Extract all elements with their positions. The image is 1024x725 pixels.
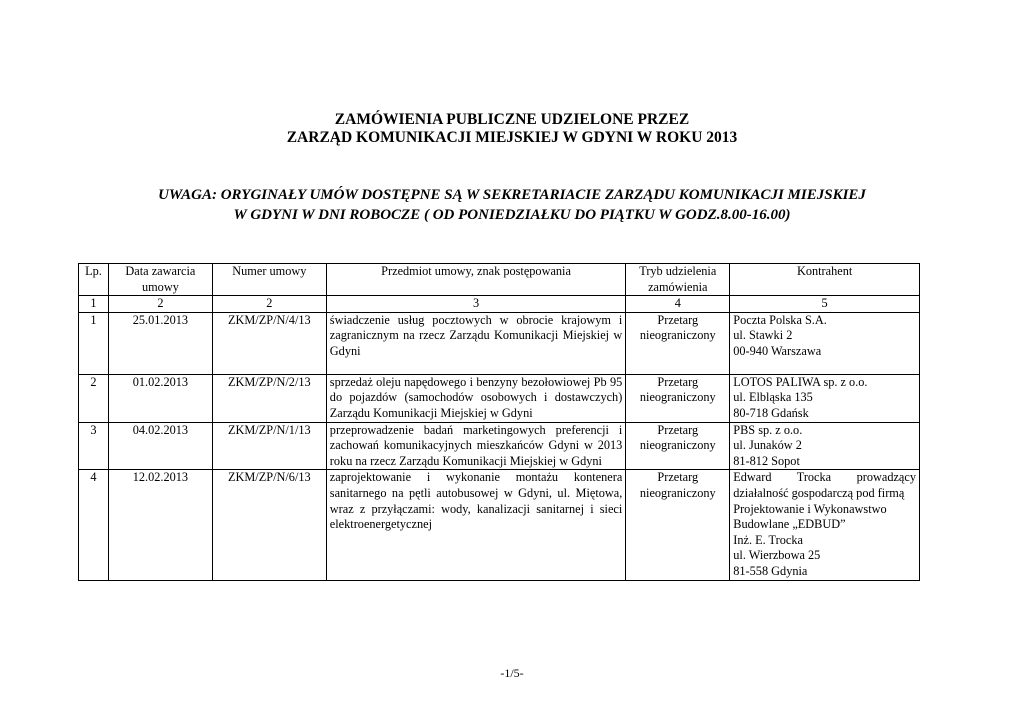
column-number: 4 bbox=[626, 296, 730, 313]
notice-line-2: W GDYNI W DNI ROBOCZE ( OD PONIEDZIAŁKU DO PIĄTKU W GODZ.8.00-16.00) bbox=[233, 207, 791, 223]
cell-date: 04.02.2013 bbox=[108, 422, 212, 470]
contractor-line: ul. Junaków 2 bbox=[733, 438, 802, 453]
contractor-line: ul. Wierzbowa 25 bbox=[733, 548, 821, 563]
contractor-line: Budowlane „EDBUD” bbox=[733, 517, 846, 532]
table-row bbox=[79, 312, 920, 374]
contractor-line: Projektowanie i Wykonawstwo bbox=[733, 501, 887, 516]
column-number: 2 bbox=[212, 296, 326, 313]
cell-number: ZKM/ZP/N/1/13 bbox=[212, 422, 326, 470]
cell-contractor bbox=[730, 470, 920, 580]
cell-subject: świadczenie usług pocztowych w obrocie krajowym i zagranicznym na rzecz Zarządu Komunikacji Miejskiej w Gdyni bbox=[326, 312, 626, 374]
cell-subject: sprzedaż oleju napędowego i benzyny bezołowiowej Pb 95 do pojazdów (samochodów osobowych i dostawczych) Zarządu Komunikacji Miejskiej w Gdyni bbox=[326, 374, 626, 422]
column-header-number: Numer umowy bbox=[212, 264, 326, 296]
column-header-contractor: Kontrahent bbox=[730, 264, 920, 296]
contractor-line: 81-558 Gdynia bbox=[733, 563, 808, 578]
column-number: 5 bbox=[730, 296, 920, 313]
table-row bbox=[79, 374, 920, 422]
cell-mode: Przetarg nieograniczony bbox=[626, 470, 730, 580]
cell-number: ZKM/ZP/N/2/13 bbox=[212, 374, 326, 422]
cell-mode: Przetarg nieograniczony bbox=[626, 374, 730, 422]
column-number: 3 bbox=[326, 296, 626, 313]
contractor-line: 81-812 Sopot bbox=[733, 453, 800, 468]
contracts-table bbox=[78, 263, 920, 581]
cell-number: ZKM/ZP/N/4/13 bbox=[212, 312, 326, 374]
table-header-row bbox=[79, 264, 920, 296]
contractor-line: 80-718 Gdańsk bbox=[733, 405, 809, 420]
table-row bbox=[79, 470, 920, 580]
cell-date: 12.02.2013 bbox=[108, 470, 212, 580]
cell-contractor bbox=[730, 422, 920, 470]
cell-contractor bbox=[730, 312, 920, 374]
cell-date: 25.01.2013 bbox=[108, 312, 212, 374]
page-number: -1/5- bbox=[500, 666, 524, 680]
cell-mode: Przetarg nieograniczony bbox=[626, 422, 730, 470]
title-line-1: ZAMÓWIENIA PUBLICZNE UDZIELONE PRZEZ bbox=[334, 111, 690, 128]
contractor-line: 00-940 Warszawa bbox=[733, 343, 822, 358]
contractor-line: Inż. E. Trocka bbox=[733, 532, 803, 547]
contractor-line: ul. Stawki 2 bbox=[733, 328, 793, 343]
cell-lp: 2 bbox=[79, 374, 109, 422]
contractor-line: PBS sp. z o.o. bbox=[733, 422, 803, 437]
column-header-lp: Lp. bbox=[79, 264, 109, 296]
cell-subject: przeprowadzenie badań marketingowych preferencji i zachowań komunikacyjnych mieszkańców Gdyni w 2013 roku na rzecz Zarządu Komunikacji Miejskiej w Gdyni bbox=[326, 422, 626, 470]
cell-date: 01.02.2013 bbox=[108, 374, 212, 422]
contractor-intro: Edward Trocka prowadzący działalność gospodarczą pod firmą bbox=[733, 470, 916, 500]
column-header-date: Data zawarcia umowy bbox=[108, 264, 212, 296]
notice-line-1: UWAGA: ORYGINAŁY UMÓW DOSTĘPNE SĄ W SEKRETARIACIE ZARZĄDU KOMUNIKACJI MIEJSKIEJ bbox=[158, 187, 866, 203]
column-number: 2 bbox=[108, 296, 212, 313]
contractor-line: LOTOS PALIWA sp. z o.o. bbox=[733, 374, 868, 389]
column-header-mode: Tryb udzielenia zamówienia bbox=[626, 264, 730, 296]
column-header-subject: Przedmiot umowy, znak postępowania bbox=[326, 264, 626, 296]
cell-number: ZKM/ZP/N/6/13 bbox=[212, 470, 326, 580]
cell-mode: Przetarg nieograniczony bbox=[626, 312, 730, 374]
cell-lp: 4 bbox=[79, 470, 109, 580]
cell-subject: zaprojektowanie i wykonanie montażu kontenera sanitarnego na pętli autobusowej w Gdyni, ul. Miętowa, wraz z przyłączami: wody, kanalizacji sanitarnej i sieci elektroenergetycznej bbox=[326, 470, 626, 580]
title-line-2: ZARZĄD KOMUNIKACJI MIEJSKIEJ W GDYNI W ROKU 2013 bbox=[286, 129, 738, 146]
contractor-line: ul. Elbląska 135 bbox=[733, 390, 813, 405]
cell-lp: 3 bbox=[79, 422, 109, 470]
cell-lp: 1 bbox=[79, 312, 109, 374]
column-number: 1 bbox=[79, 296, 109, 313]
table-row bbox=[79, 422, 920, 470]
column-number-row bbox=[79, 296, 920, 313]
cell-contractor bbox=[730, 374, 920, 422]
contractor-line: Poczta Polska S.A. bbox=[733, 312, 827, 327]
